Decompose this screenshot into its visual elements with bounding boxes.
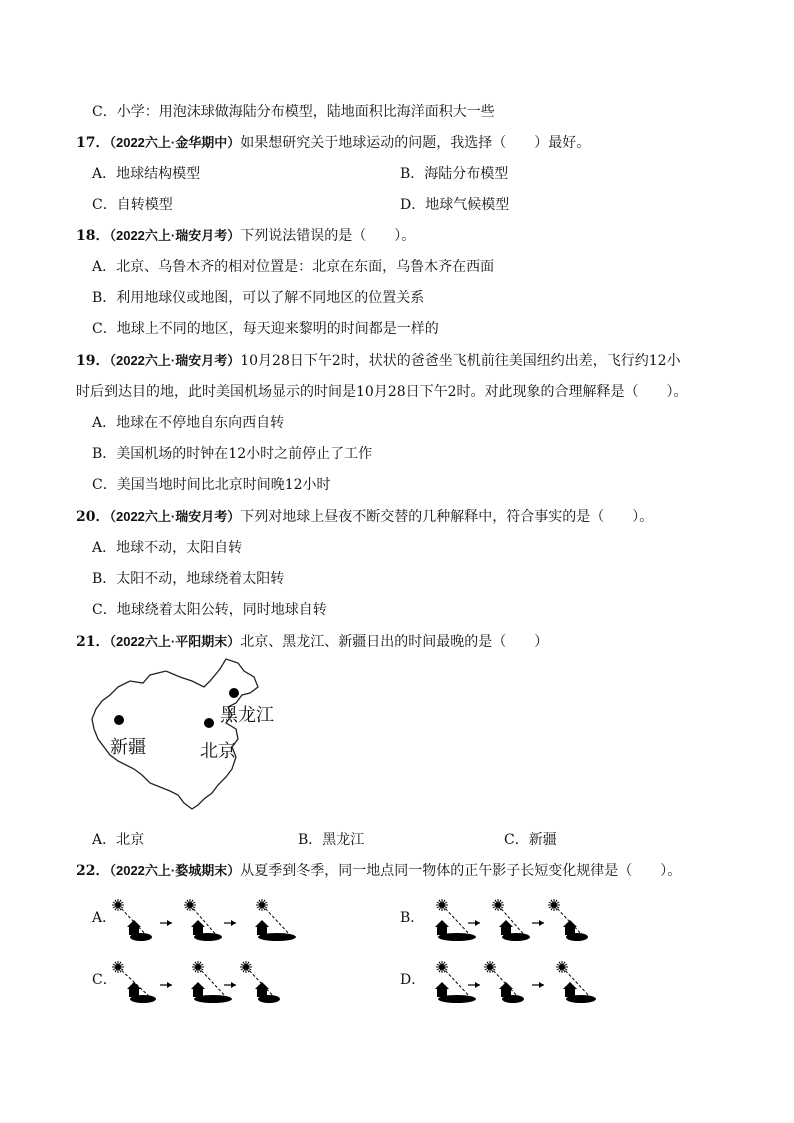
- q21-option-a[interactable]: A．北京: [92, 832, 145, 848]
- house-roof: [435, 982, 449, 989]
- q22-option-a-diagram[interactable]: [112, 895, 312, 945]
- question-source: （2022六上·瑞安月考）: [109, 228, 241, 243]
- q22-option-c-diagram[interactable]: [112, 957, 312, 1007]
- house-body: [565, 989, 575, 997]
- question-number: 19．: [76, 353, 110, 369]
- q20-option-a[interactable]: A．地球不动，太阳自转: [92, 540, 243, 556]
- beijing-dot: [204, 718, 214, 728]
- map-label-heilongjiang: 黑龙江: [220, 705, 274, 726]
- china-outline: [92, 659, 258, 809]
- house-body: [129, 989, 139, 997]
- arrow-icon: [475, 920, 480, 926]
- house-body: [501, 989, 511, 997]
- house-body: [257, 989, 267, 997]
- china-map: [88, 657, 288, 832]
- question-source: （2022六上·金华期中）: [109, 135, 241, 150]
- question-number: 22．: [76, 863, 110, 879]
- q21-option-c[interactable]: C．新疆: [504, 832, 557, 848]
- q18-option-c[interactable]: C．地球上不同的地区，每天迎来黎明的时间都是一样的: [92, 321, 439, 337]
- question-22: [76, 861, 681, 881]
- q17-option-a[interactable]: A．地球结构模型: [92, 166, 201, 182]
- house-body: [129, 927, 139, 935]
- question-number: 20．: [76, 509, 110, 525]
- q17-option-c[interactable]: C．自转模型: [92, 197, 173, 213]
- arrow-icon: [231, 920, 236, 926]
- house-body: [437, 927, 447, 935]
- q19-option-a[interactable]: A．地球在不停地自东向西自转: [92, 415, 285, 431]
- house-roof: [191, 920, 205, 927]
- question-stem: 下列对地球上昼夜不断交替的几种解释中，符合事实的是（ ）。: [240, 509, 654, 525]
- house-roof: [563, 920, 577, 927]
- house-roof: [191, 982, 205, 989]
- question-stem: 下列说法错误的是（ ）。: [240, 228, 416, 244]
- house-roof: [563, 982, 577, 989]
- q20-option-b[interactable]: B．太阳不动，地球绕着太阳转: [92, 571, 285, 587]
- house-roof: [127, 920, 141, 927]
- q21-option-b[interactable]: B．黑龙江: [298, 832, 365, 848]
- q17-option-d[interactable]: D．地球气候模型: [400, 197, 510, 213]
- q22-option-b-label[interactable]: B．: [400, 910, 425, 926]
- house-roof: [435, 920, 449, 927]
- q22-option-b-diagram[interactable]: [420, 895, 620, 945]
- house-body: [193, 927, 203, 935]
- question-source: （2022六上·瑞安月考）: [109, 509, 241, 524]
- house-roof: [499, 982, 513, 989]
- arrow-icon: [475, 982, 480, 988]
- house-roof: [127, 982, 141, 989]
- question-19-stem-line2: 时后到达目的地，此时美国机场显示的时间是10月28日下午2时。对此现象的合理解释是（ ）。: [76, 384, 688, 400]
- q16-option-c: C．小学：用泡沫球做海陆分布模型，陆地面积比海洋面积大一些: [92, 104, 495, 120]
- question-17: [76, 133, 590, 153]
- house-roof: [255, 982, 269, 989]
- question-source: （2022六上·平阳期末）: [109, 634, 241, 649]
- arrow-icon: [231, 982, 236, 988]
- house-roof: [499, 920, 513, 927]
- house-body: [565, 927, 575, 935]
- q22-option-d-diagram[interactable]: [420, 957, 620, 1007]
- q22-option-d-label[interactable]: D．: [400, 972, 426, 988]
- q18-option-b[interactable]: B．利用地球仪或地图，可以了解不同地区的位置关系: [92, 290, 425, 306]
- heilongjiang-dot: [229, 688, 239, 698]
- question-number: 18．: [76, 228, 110, 244]
- house-body: [501, 927, 511, 935]
- question-number: 17．: [76, 135, 110, 151]
- xinjiang-dot: [114, 715, 124, 725]
- q18-option-a[interactable]: A．北京、乌鲁木齐的相对位置是：北京在东面，乌鲁木齐在西面: [92, 259, 495, 275]
- question-19: [76, 351, 681, 371]
- q17-option-b[interactable]: B．海陆分布模型: [400, 166, 509, 182]
- question-source: （2022六上·婺城期末）: [109, 863, 241, 878]
- question-number: 21．: [76, 634, 110, 650]
- question-source: （2022六上·瑞安月考）: [109, 353, 241, 368]
- arrow-icon: [539, 920, 544, 926]
- arrow-icon: [167, 982, 172, 988]
- question-stem-line1: 10月28日下午2时，状状的爸爸坐飞机前往美国纽约出差，飞行约12小: [240, 353, 681, 369]
- question-stem: 北京、黑龙江、新疆日出的时间最晚的是（ ）: [240, 634, 549, 650]
- map-label-xinjiang: 新疆: [110, 737, 146, 758]
- q19-option-c[interactable]: C．美国当地时间比北京时间晚12小时: [92, 477, 331, 493]
- question-stem: 如果想研究关于地球运动的问题，我选择（ ）最好。: [240, 135, 591, 151]
- q19-option-b[interactable]: B．美国机场的时钟在12小时之前停止了工作: [92, 446, 373, 462]
- house-roof: [255, 920, 269, 927]
- arrow-icon: [539, 982, 544, 988]
- q22-option-c-label[interactable]: C．: [92, 972, 117, 988]
- house-body: [437, 989, 447, 997]
- house-body: [257, 927, 267, 935]
- question-stem: 从夏季到冬季，同一地点同一物体的正午影子长短变化规律是（ ）。: [240, 863, 682, 879]
- map-label-beijing: 北京: [200, 741, 236, 762]
- question-18: [76, 226, 415, 246]
- q22-option-a-label[interactable]: A．: [92, 910, 117, 926]
- question-21: [76, 632, 548, 652]
- house-body: [193, 989, 203, 997]
- arrow-icon: [167, 920, 172, 926]
- q20-option-c[interactable]: C．地球绕着太阳公转，同时地球自转: [92, 602, 327, 618]
- question-20: [76, 507, 653, 527]
